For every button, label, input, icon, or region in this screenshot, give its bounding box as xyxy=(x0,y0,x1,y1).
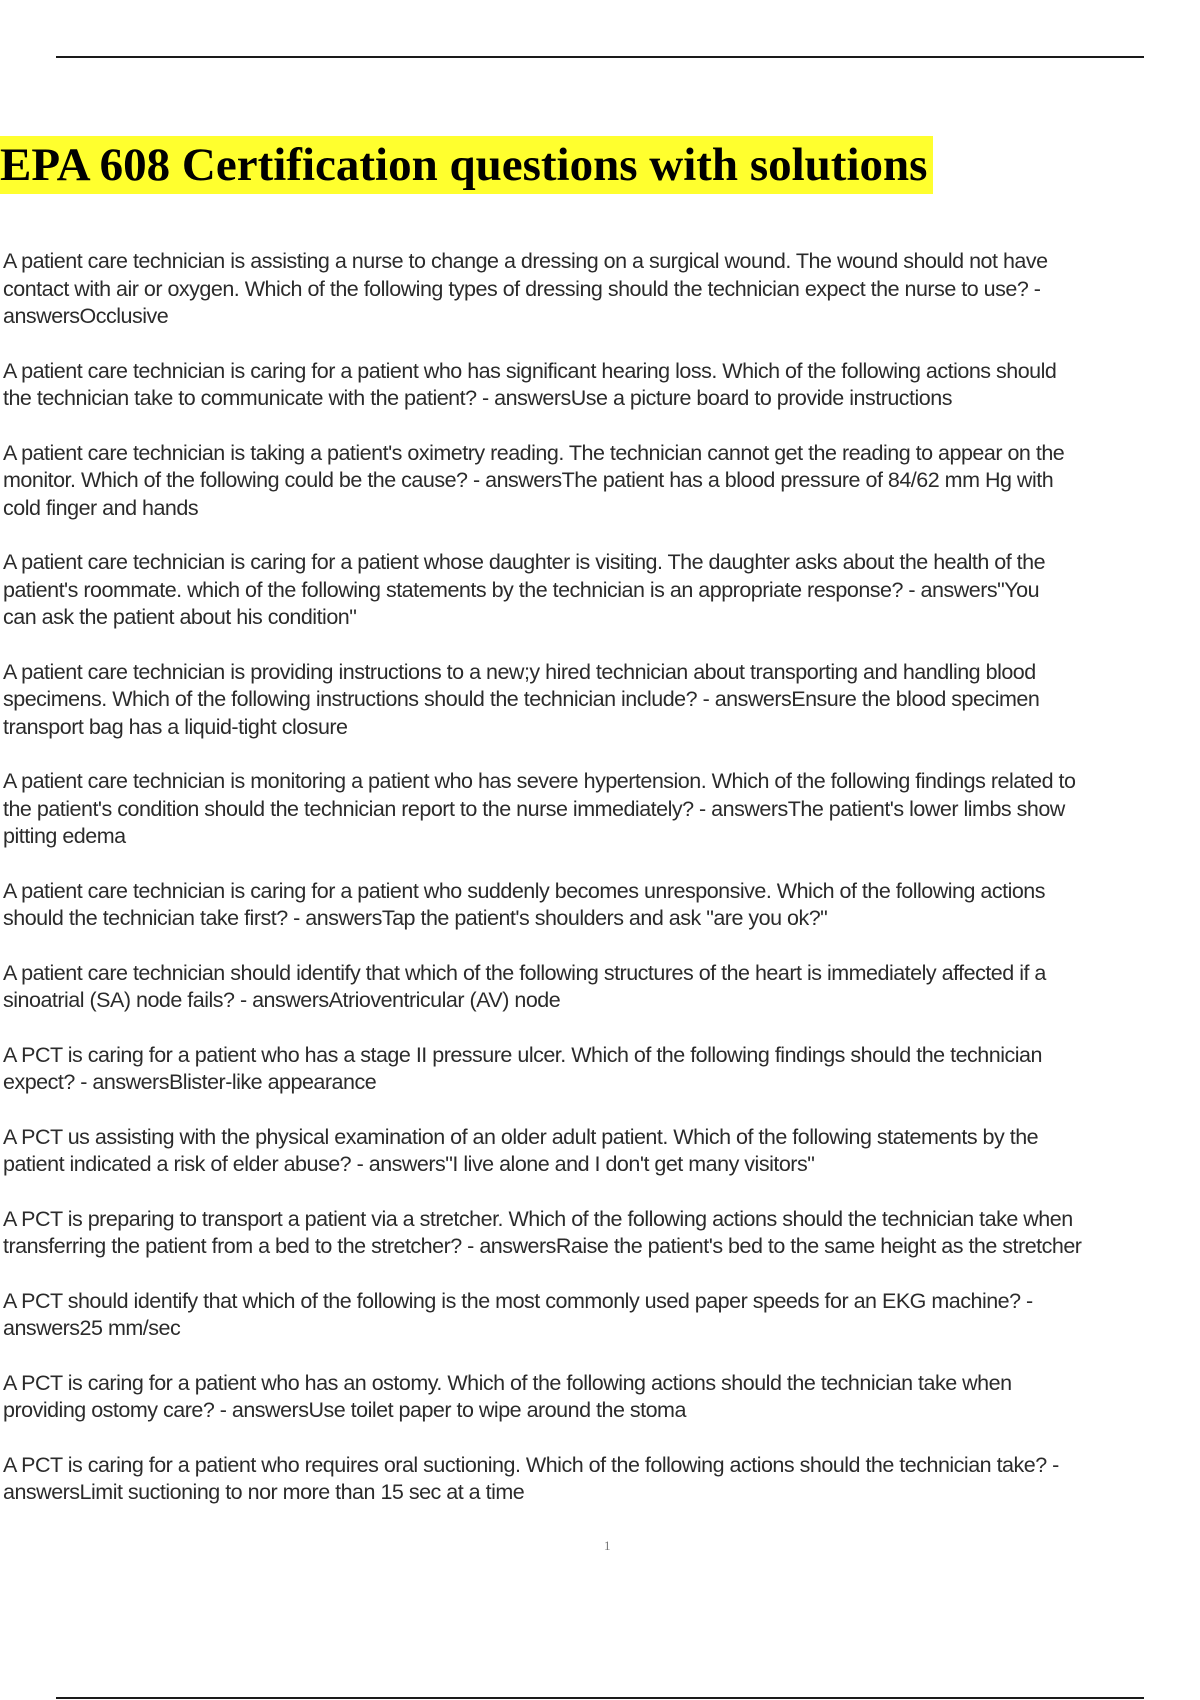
question-item xyxy=(0,1370,1200,1425)
question-item xyxy=(0,358,1200,413)
question-text: A patient care technician is monitoring a patient who has severe hypertension. Which of the following findings related to the patient's condition should the technician report to the nurse immediately? - answersThe patient's lower limbs show pitting edema xyxy=(3,769,1076,848)
question-text: A patient care technician is assisting a nurse to change a dressing on a surgical wound. The wound should not have contact with air or oxygen. Which of the following types of dressing should the technician expect the nurse to use? - answersOcclusive xyxy=(3,249,1048,328)
question-text: A PCT is preparing to transport a patient via a stretcher. Which of the following actions should the technician take when transferring the patient from a bed to the stretcher? - answersRaise the patient's bed to the same height as the stretcher xyxy=(3,1206,1082,1258)
question-item xyxy=(0,1206,1200,1261)
document-title: EPA 608 Certification questions with solutions xyxy=(0,136,933,194)
question-item xyxy=(0,878,1200,933)
question-item xyxy=(0,440,1200,523)
question-item xyxy=(0,549,1200,632)
question-item xyxy=(0,1288,1200,1343)
question-list xyxy=(0,248,1200,1507)
question-item xyxy=(0,1042,1200,1097)
question-text: A PCT is caring for a patient who requires oral suctioning. Which of the following actions should the technician take? - answersLimit suctioning to nor more than 15 sec at a time xyxy=(3,1452,1059,1504)
page-number: 1 xyxy=(604,1538,611,1553)
question-text: A PCT should identify that which of the following is the most commonly used paper speeds for an EKG machine? - answers25 mm/sec xyxy=(3,1288,1033,1340)
question-text: A patient care technician is caring for a patient whose daughter is visiting. The daughter asks about the health of the patient's roommate. which of the following statements by the technician is an appropriate response? - answers"You can ask the patient about his condition" xyxy=(3,550,1046,629)
question-text: A PCT is caring for a patient who has an ostomy. Which of the following actions should the technician take when providing ostomy care? - answersUse toilet paper to wipe around the stoma xyxy=(3,1370,1012,1422)
question-text: A PCT us assisting with the physical examination of an older adult patient. Which of the following statements by the patient indicated a risk of elder abuse? - answers"I live alone and I don't get many visitors" xyxy=(3,1124,1039,1176)
question-text: A patient care technician is caring for a patient who has significant hearing loss. Which of the following actions should the technician take to communicate with the patient? - answersUse a picture board to provide instructions xyxy=(3,358,1057,410)
question-item xyxy=(0,1124,1200,1179)
question-text: A patient care technician is providing instructions to a new;y hired technician about transporting and handling blood specimens. Which of the following instructions should the technician include? - answersEnsure the blood specimen transport bag has a liquid-tight closure xyxy=(3,659,1040,739)
question-text: A patient care technician should identify that which of the following structures of the heart is immediately affected if a sinoatrial (SA) node fails? - answersAtrioventricular (AV) node xyxy=(3,960,1046,1012)
question-item xyxy=(0,768,1200,851)
question-item xyxy=(0,659,1200,742)
question-item xyxy=(0,960,1200,1015)
footer-rule xyxy=(56,1697,1144,1699)
question-item xyxy=(0,248,1200,331)
question-text: A patient care technician is taking a patient's oximetry reading. The technician cannot get the reading to appear on the monitor. Which of the following could be the cause? - answersThe patient has a blood pressure of 84/62 mm Hg with cold finger and hands xyxy=(3,440,1065,520)
question-text: A PCT is caring for a patient who has a stage II pressure ulcer. Which of the following findings should the technician expect? - answersBlister-like appearance xyxy=(3,1042,1042,1094)
header-rule xyxy=(56,56,1144,58)
question-text: A patient care technician is caring for a patient who suddenly becomes unresponsive. Which of the following actions should the technician take first? - answersTap the patient's shoulders and ask "are you ok?" xyxy=(3,878,1046,930)
title-block xyxy=(0,136,1200,194)
question-item xyxy=(0,1452,1200,1507)
